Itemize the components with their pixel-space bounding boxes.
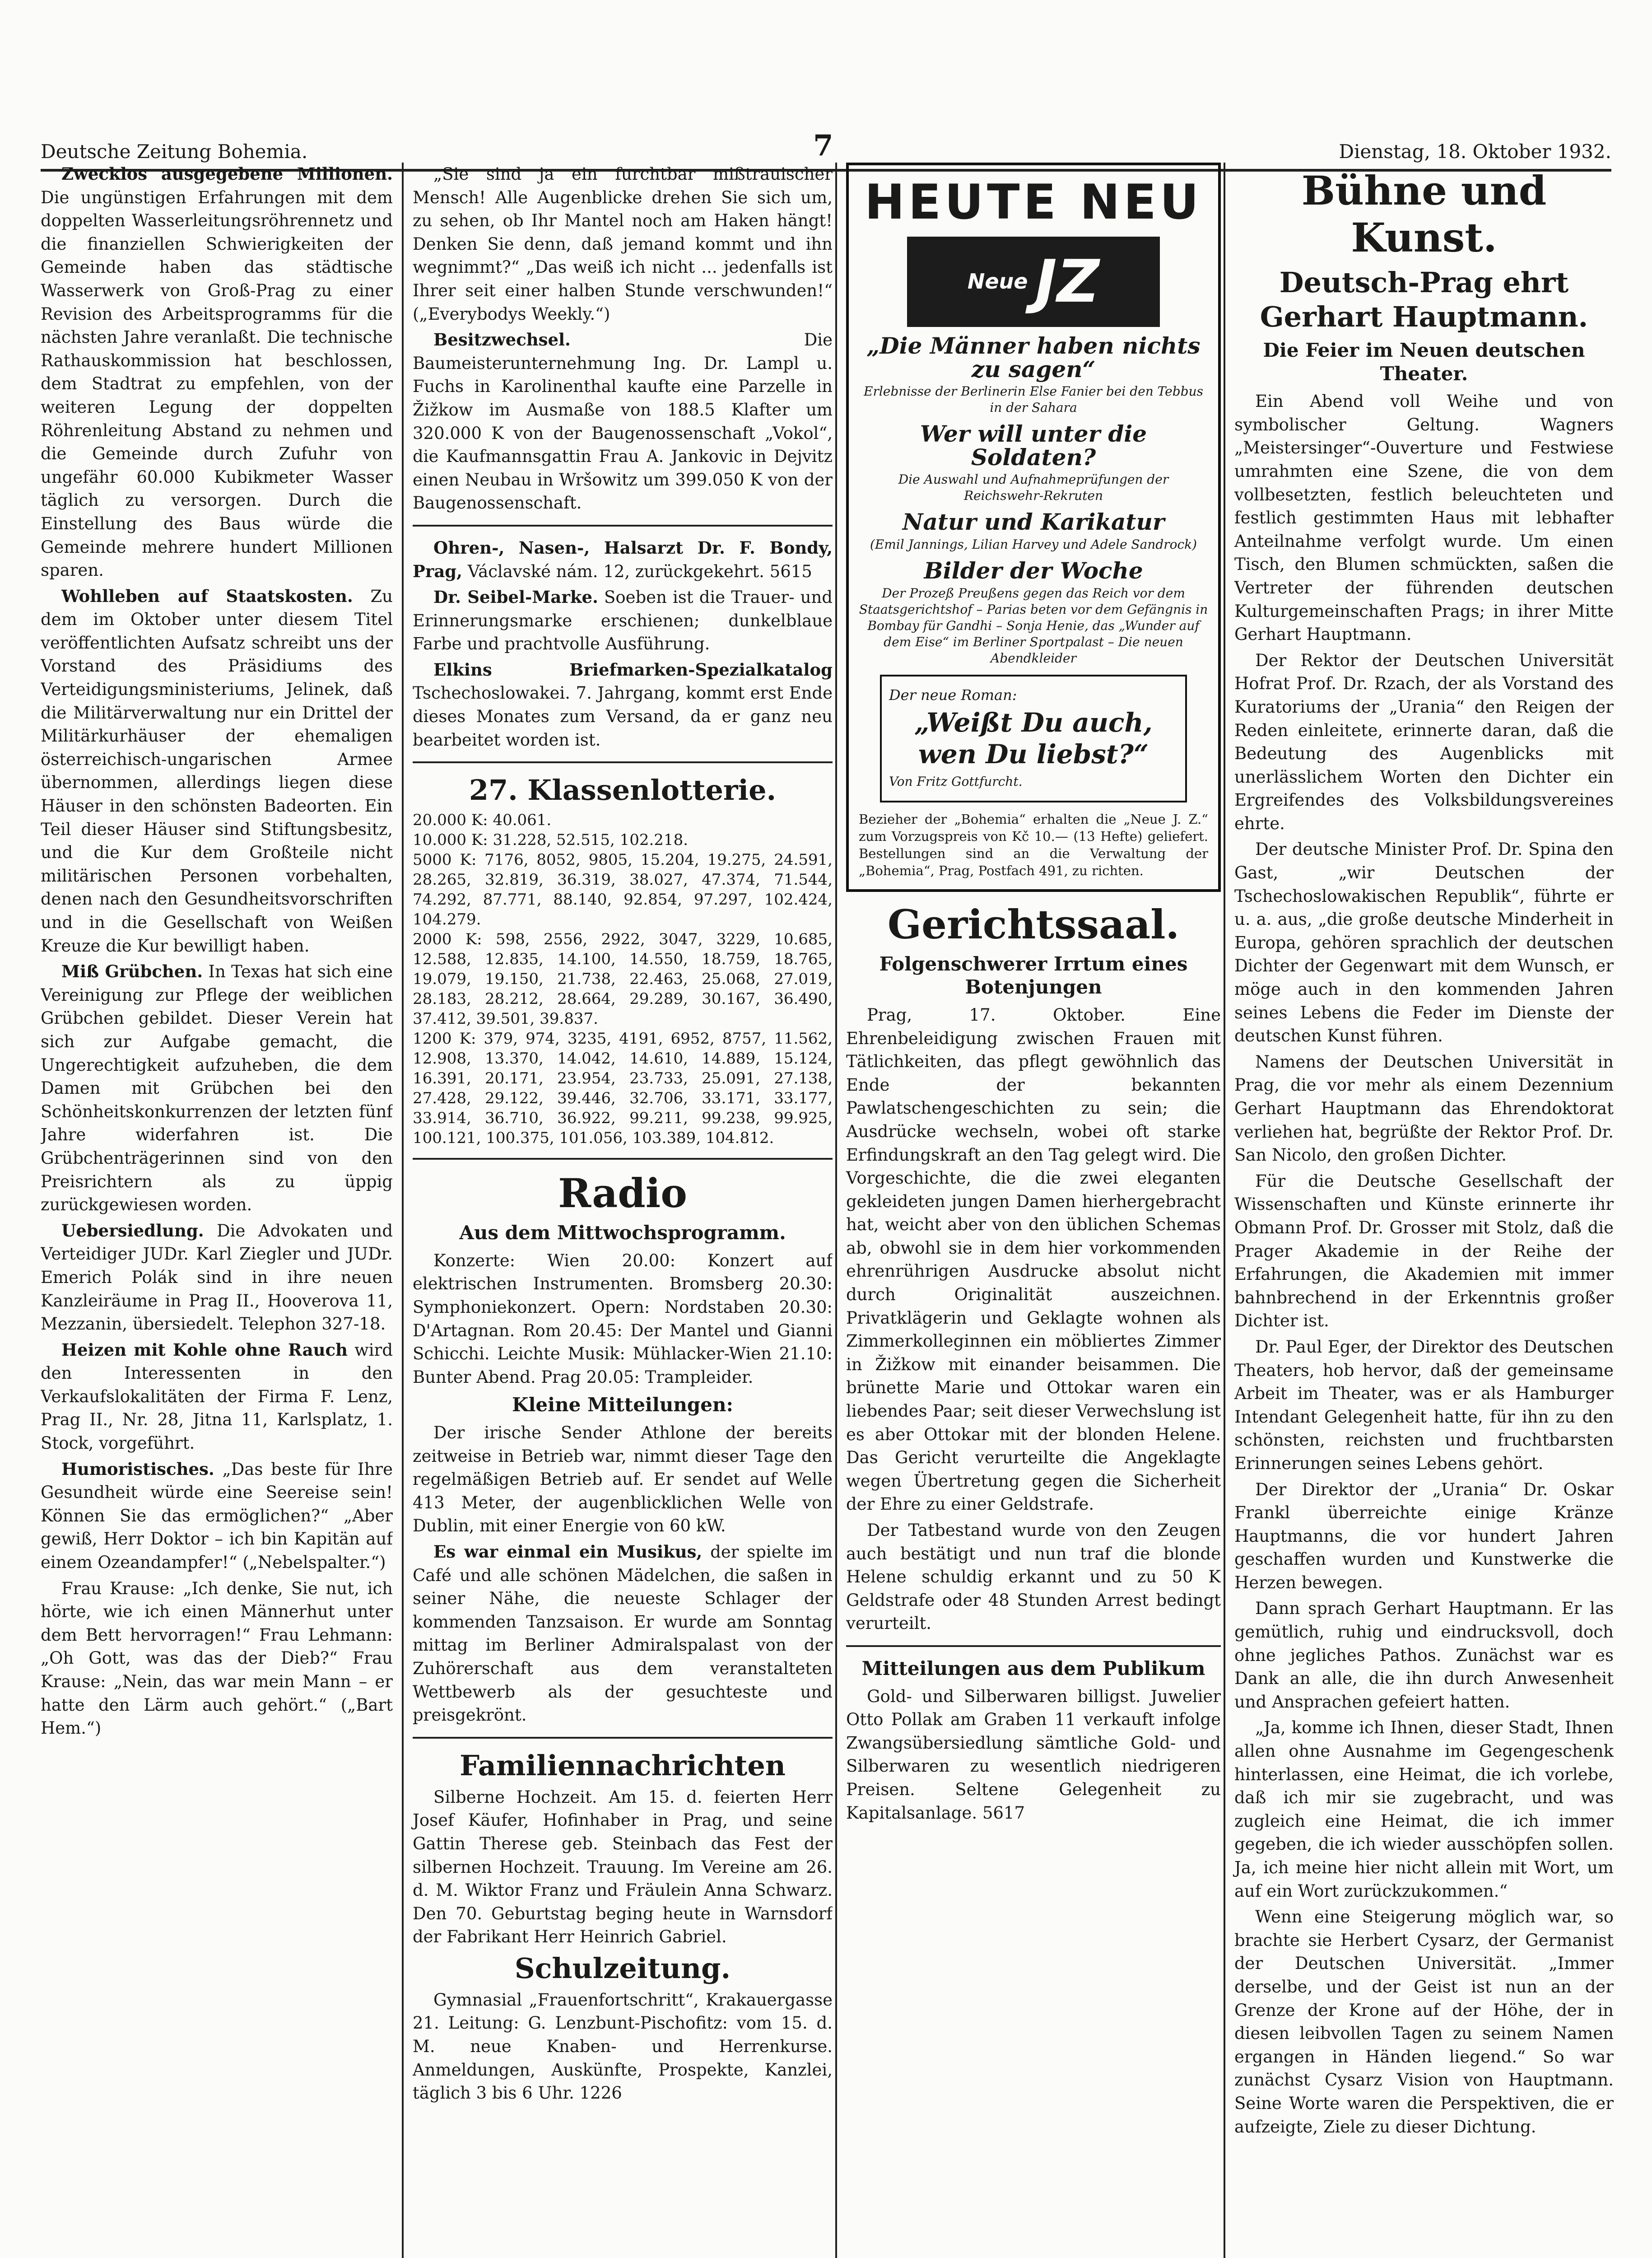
item-body: Tschechoslowakei. 7. Jahrgang, kommt erst Ende dieses Monates zum Versand, da er ganz neu bearbeitet worden ist.: [413, 683, 833, 750]
ad-subscription-note: Bezieher der „Bohemia“ erhalten die „Neue J. Z.“ zum Vorzugspreis von Kč 10.— (13 Hefte) geliefert. Bestellungen sind an die Verwaltung der „Bohemia“, Prag, Postfach 491, zu richten.: [859, 811, 1208, 878]
article-paragraph: Der Rektor der Deutschen Universität Hofrat Prof. Dr. Rzach, der als Vorstand des Kuratoriums der „Urania“ den Reigen der Reden einleitete, erinnerte daran, daß die Bedeutung des Augenblicks mit unerlässlichem Worten den Dichter ein Ergreifendes des Volksbildungsvereines ehrte.: [1234, 650, 1614, 833]
article-body: „Das beste für Ihre Gesundheit würde eine Seereise sein! Können Sie das ermöglichen?“ „Aber gewiß, Herr Doktor – ich bin Kapitän auf einem Ozeandampfer!“ („Nebelspalter.“): [41, 1459, 393, 1572]
article-zwecklos: [41, 163, 393, 582]
school-body: Gymnasial „Frauenfortschritt“, Krakauergasse 21. Leitung: G. Lenzbunt-Pischofitz: vom 15. d. M. neue Knaben- und Herrenkurse. Anmeldungen, Auskünfte, Prospekte, Kanzlei, täglich 3 bis 6 Uhr. 1226: [413, 1990, 833, 2103]
article-title: Uebersiedlung.: [61, 1220, 204, 1241]
item-title: Ohren-, Nasen-, Halsarzt Dr. F. Bondy, Prag,: [413, 537, 833, 581]
lottery-line: 20.000 K: 40.061.: [413, 811, 552, 830]
small-news-title: Kleine Mitteilungen:: [512, 1394, 734, 1416]
small-news-body: Der irische Sender Athlone der bereits zeitweise in Betrieb war, nimmt dieser Tage den regelmäßigen Betrieb auf. Er sendet auf Welle 413 Meter, der augenblicklichen Welle von Dublin, mit einer Energie von 60 kW.: [413, 1423, 833, 1536]
item-musikus: [413, 1540, 833, 1727]
hauptmann-subhead: Die Feier im Neuen deutschen Theater.: [1263, 339, 1585, 385]
ad-novel-box: [880, 675, 1187, 802]
lottery-title: 27. Klassenlotterie.: [469, 774, 777, 807]
article-joke: Frau Krause: „Ich denke, Sie nut, ich hörte, wie ich einen Männerhut unter dem Bett hervorragen!“ Frau Lehmann: „Oh Gott, was das der Dieb?“ Frau Krause: „Nein, das war mein Mann – er hatte den Lärm auch gehört.“ („Bart Hem.“): [41, 1578, 393, 1738]
item-besitzwechsel: [413, 328, 833, 515]
radio-program: Konzerte: Wien 20.00: Konzert auf elektrischen Instrumenten. Bromsberg 20.30: Symphoniekonzert. Opern: Nordstaben 20.30: D'Artagnan. Rom 20.45: Der Mantel und Gianni Schicchi. Leichte Musik: Mühlacker-Wien 21.10: Bunter Abend. Prag 20.05: Trampleider.: [413, 1250, 833, 1387]
article-title: Humoristisches.: [61, 1459, 214, 1479]
item-body: der spielte im Café und alle schönen Mädelchen, die saßen in seiner Nähe, die neueste Schlager der kommenden Tanzsaison. Er wurde am Sonntag mittag im Berliner Admiralspalast von der Zuhörerschaft aus dem veranstalteten Wettbewerb als der gesuchteste und preisgekrönt.: [413, 1542, 833, 1725]
item-title: Elkins Briefmarken-Spezialkatalog: [433, 659, 833, 680]
item-marke: [413, 586, 833, 656]
article-body: Zu dem im Oktober unter diesem Titel veröffentlichten Aufsatz schreibt uns der Vorstand des Präsidiums des Verteidigungsministeriums, Jelinek, daß die Militärverwaltung nur ein Drittel der Militärkurhäuser der ehemaligen österreichisch-ungarischen Armee übernommen, allerdings liegen diese Häuser in den schönsten Badeorten. Ein Teil dieser Häuser sind Stiftungsbesitz, und die Kur dem Großteile nicht militärischen Personen vorbehalten, denen nach den Gesundheitsvorschriften und in die Gesellschaft von Weißen Kreuze die Kur bewilligt haben.: [41, 586, 393, 956]
article-body: wird den Interessenten in den Verkaufslokalitäten der Firma F. Lenz, Prag II., Nr. 28, Jitna 11, Karlsplatz, 1. Stock, vorgeführt.: [41, 1340, 393, 1453]
article-paragraph: Der Direktor der „Urania“ Dr. Oskar Frankl überreichte einige Kränze Hauptmanns, die vor hundert Jahren geschaffen wurden und Kunstwerke die Herzen bewegen.: [1234, 1479, 1614, 1592]
article-humoristisches: [41, 1458, 393, 1574]
ad-feature: „Die Männer haben nichts zu sagen“: [866, 332, 1201, 383]
ad-logo-prefix: Neue: [967, 269, 1028, 294]
ad-feature: Wer will unter die Soldaten?: [920, 420, 1147, 471]
lottery-results: [413, 810, 833, 1148]
divider: [413, 1737, 833, 1739]
article-paragraph: Dr. Paul Eger, der Direktor des Deutschen Theaters, hob hervor, daß der gemeinsame Arbeit im Theater, was er als Hamburger Intendant Gelegenheit hatte, für ihn zu den schönsten, reichsten und fruchtbarsten Erinnerungen seines Lebens gehört.: [1234, 1337, 1614, 1473]
quote-paragraph: „Sie sind ja ein furchtbar mißtrauischer Mensch! Alle Augenblicke drehen Sie sich um, zu sehen, ob Ihr Mantel noch am Haken hängt! Denken Sie denn, daß jemand kommt und ihn wegnimmt?“ „Das weiß ich nicht ... jedenfalls ist Ihrer seit einer halben Stunde verschwunden!“ („Everybodys Weekly.“): [413, 164, 833, 324]
newspaper-name: Deutsche Zeitung Bohemia.: [41, 140, 308, 163]
ad-feature: Bilder der Woche: [924, 557, 1143, 584]
article-title: Wohlleben auf Staatskosten.: [61, 586, 353, 606]
issue-date: Dienstag, 18. Oktober 1932.: [1339, 140, 1611, 163]
item-body: Die Baumeisterunternehmung Ing. Dr. Lampl u. Fuchs in Karolinenthal kaufte eine Parzelle in Žižkow im Ausmaße von 188.5 Klafter um 320.000 K von der Baugenossenschaft „Vokol“, die Kaufmannsgattin Frau A. Jankovic in Dejvitz einen Neubau in Wršowitz um 399.050 K von der Baugenossenschaft.: [413, 330, 833, 513]
item-body: Soeben ist die Trauer- und Erinnerungsmarke erschienen; dunkelblaue Farbe und prachtvolle Ausführung.: [413, 588, 833, 654]
ad-feature-note: Die Auswahl und Aufnahmeprüfungen der Reichswehr-Rekruten: [898, 472, 1169, 504]
divider: [413, 761, 833, 763]
ad-feature-note: Erlebnisse der Berlinerin Else Fanier bei den Tebbus in der Sahara: [864, 384, 1203, 415]
article-title: Heizen mit Kohle ohne Rauch: [61, 1339, 348, 1360]
article-miss-gruebchen: [41, 960, 393, 1217]
article-paragraph: Dann sprach Gerhart Hauptmann. Er las gemütlich, ruhig und eindrucksvoll, doch ohne jegliches Pathos. Zunächst war es Dank an alle, die ihn durch Anwesenheit und Ansprachen gefeiert hatten.: [1234, 1599, 1614, 1712]
article-paragraph: Ein Abend voll Weihe und von symbolischer Geltung. Wagners „Meistersinger“-Ouverture und Festwiese umrahmten eine Szene, die von dem vollbesetzten, festlich beleuchteten und festlich gestimmten Haus mit lebhafter Anteilnahme verfolgt wurde. Um einen Tisch, den Blumen schmückten, saßen die Vertreter der führenden deutschen Kulturgemeinschaften Prags; in ihrer Mitte Gerhart Hauptmann.: [1234, 392, 1614, 644]
column-4: [1224, 163, 1614, 2258]
ad-logo-text: JZ: [1035, 247, 1100, 316]
ad-headline: HEUTE NEU: [864, 174, 1202, 230]
culture-section-title: Bühne und Kunst.: [1301, 167, 1547, 261]
hauptmann-headline: Deutsch-Prag ehrt Gerhart Hauptmann.: [1260, 266, 1588, 333]
divider: [413, 525, 833, 527]
radio-title: Radio: [558, 1170, 687, 1217]
item-katalog: [413, 658, 833, 751]
ad-feature-note: Der Prozeß Preußens gegen das Reich vor dem Staatsgerichtshof – Parias beten vor dem Gefängnis in Bombay für Gandhi – Sonja Henie, das „Wunder auf dem Eise“ im Berliner Sportpalast – Die neuen Abendkleider: [859, 585, 1208, 666]
public-body: Gold- und Silberwaren billigst. Juwelier Otto Pollak am Graben 11 verkauft infolge Zwangsübersiedlung sämtliche Gold- und Silberwaren zu wesentlich niedrigeren Preisen. Seltene Gelegenheit zu Kapitalsanlage. 5617: [846, 1686, 1221, 1823]
article-heizen: [41, 1339, 393, 1455]
lottery-line: 10.000 K: 31.228, 52.515, 102.218.: [413, 831, 689, 849]
divider: [846, 1645, 1221, 1647]
column-1: [41, 163, 393, 2258]
radio-subtitle: Aus dem Mittwochsprogramm.: [459, 1222, 786, 1244]
ad-feature: Natur und Karikatur: [902, 509, 1165, 536]
public-title: Mitteilungen aus dem Publikum: [861, 1657, 1205, 1680]
columns: [41, 163, 1614, 2258]
article-paragraph: Namens der Deutschen Universität in Prag, die vor mehr als einem Dezennium Gerhart Hauptmann das Ehrendoktorat verliehen hat, begrüßte der Rektor Prof. Dr. San Nicolo, den großen Dichter.: [1234, 1052, 1614, 1165]
article-paragraph: Für die Deutsche Gesellschaft der Wissenschaften und Künste erinnerte ihr Obmann Prof. Dr. Grosser mit Stolz, daß die Prager Akademie in der Reihe der Erfahrungen, die Akademien mit immer bahnbrechend in der Erkenntnis großer Dichter ist.: [1234, 1171, 1614, 1331]
ad-logo: [907, 237, 1160, 327]
divider: [413, 1158, 833, 1160]
ad-novel-label: Der neue Roman:: [889, 686, 1017, 704]
school-title: Schulzeitung.: [514, 1951, 731, 1985]
article-uebersiedlung: [41, 1219, 393, 1336]
article-paragraph: „Ja, komme ich Ihnen, dieser Stadt, Ihnen allen ohne Ausnahme im Gegengeschenk hinterlassen, eine Heimat, die ich vorlebe, daß ich mir sie zugebracht, und was zugleich eine Heimat, die ich immer gegeben, die ich wieder ausschöpfen sollen. Ja, ich meine hier nicht allein mit Wort, um auf ein Wort zurückzukommen.“: [1234, 1718, 1614, 1901]
ad-novel-author: Von Fritz Gottfurcht.: [889, 774, 1023, 789]
family-body: Silberne Hochzeit. Am 15. d. feierten Herr Josef Käufer, Hofinhaber in Prag, und seine Gattin Therese geb. Steinbach das Fest der silbernen Hochzeit. Trauung. Im Vereine am 26. d. M. Wiktor Franz und Fräulein Anna Schwarz. Den 70. Geburtstag beging heute in Warnsdorf der Fabrikant Herr Heinrich Gabriel.: [413, 1787, 833, 1947]
page-number: 7: [813, 129, 833, 163]
article-body: Die ungünstigen Erfahrungen mit dem doppelten Wasserleitungsröhrennetz und die finanziellen Schwierigkeiten der Gemeinde haben das städtische Wasserwerk von Groß-Prag zu einer Revision des Arbeitsprogramms für die nächsten Jahre veranlaßt. Die technische Rathauskommission hat beschlossen, dem Stadtrat zu empfehlen, von der weiteren Legung der doppelten Röhrenleitung Abstand zu nehmen und die Gemeinde durch Zufuhr von ungefähr 60.000 Kubikmeter Wasser täglich zu versorgen. Durch die Einstellung des Baus würde die Gemeinde mehrere hundert Millionen sparen.: [41, 187, 393, 580]
article-title: Miß Grübchen.: [61, 961, 203, 982]
article-body: In Texas hat sich eine Vereinigung zur Pflege der weiblichen Grübchen gebildet. Dieser Verein hat sich zur Aufgabe gemacht, die Ungerechtigkeit aufzuheben, die dem Damen mit Grübchen bei den Schönheitskonkurrenzen der letzten fünf Jahre widerfahren ist. Die Grübchenträgerinnen sind von den Preisrichtern als zu üppig zurückgewiesen worden.: [41, 962, 393, 1215]
article-paragraph: Wenn eine Steigerung möglich war, so brachte sie Herbert Cysarz, der Germanist der Deutschen Universität. „Immer derselbe, und der Geist ist nun an der Grenze der Krone auf der Höhe, der in diesen leibvollen Tagen zu seinem Namen ergangen in Händen liegend.“ So war zunächst Cysarz Vision von Hauptmann. Seine Worte waren die Perspektiven, die er aufzeigte, Ziele zu dieser Dichtung.: [1234, 1907, 1614, 2137]
court-section-title: Gerichtssaal.: [887, 900, 1180, 948]
court-body: Prag, 17. Oktober. Eine Ehrenbeleidigung zwischen Frauen mit Tätlichkeiten, das pflegt gewöhnlich das Ende der bekannten Pawlatschengeschichten zu sein; die Ausdrücke wechseln, wobei oft starke Erfindungskraft an den Tag gelegt wird. Die Vorgeschichte, die die zwei eleganten gekleideten jungen Damen hierhergebracht hat, weicht aber von den üblichen Schemas ab, obwohl sie in dem hier vorkommenden ehrenrührigen Ausdrucke absolut nicht durch Originalität auszeichnen. Privatklägerin und Geklagte wohnen als Zimmerkolleginnen ein möbliertes Zimmer in Žižkow mit einander beisammen. Die brünette Marie und Ottokar waren ein liebendes Paar; seit dieser Verwechslung ist es aber Ottokar mit der blonden Helene. Das Gericht verurteilte die Angeklagte wegen Übertretung gegen die Sicherheit der Ehre zu einer Geldstrafe.: [846, 1005, 1221, 1514]
item-title: Besitzwechsel.: [433, 330, 571, 350]
column-3: [835, 163, 1221, 2258]
item-title: Dr. Seibel-Marke.: [433, 587, 598, 607]
family-title: Familiennachrichten: [460, 1749, 786, 1782]
article-paragraph: Der deutsche Minister Prof. Dr. Spina den Gast, „wir Deutschen der Tschechoslowakischen Republik“, führte er u. a. aus, „die große deutsche Minderheit in Europa, gehören sprachlich der deutschen Dichter der Gegenwart mit dem Wunsch, er möge auch in den kommenden Jahren seines Lebens die Feder im Dienste der deutschen Kunst führen.: [1234, 840, 1614, 1046]
court-body-2: Der Tatbestand wurde von den Zeugen auch bestätigt und nun traf die blonde Helene schuldig erkannt und zu 50 K Geldstrafe oder 48 Stunden Arrest bedingt verurteilt.: [846, 1521, 1221, 1633]
article-title: Zwecklos ausgegebene Millionen.: [61, 164, 393, 184]
court-headline: Folgenschwerer Irrtum eines Botenjungen: [879, 952, 1188, 998]
advertisement-neue-jz: [846, 163, 1221, 892]
item-body: Václavské nám. 12, zurückgekehrt. 5615: [467, 561, 812, 581]
column-2: [402, 163, 833, 2258]
lottery-line: 5000 K: 7176, 8052, 9805, 15.204, 19.275, 24.591, 28.265, 32.819, 36.319, 38.027, 47.374, 71.544, 74.292, 87.771, 88.140, 92.854, 97.297, 102.424, 104.279.: [413, 851, 833, 929]
ad-novel-title: „Weißt Du auch, wen Du liebst?“: [914, 707, 1153, 770]
article-body: Die Advokaten und Verteidiger JUDr. Karl Ziegler und JUDr. Emerich Polák sind in ihre neuen Kanzleiräume in Prag II., Hooverova 11, Mezzanin, übersiedelt. Telephon 327-18.: [41, 1221, 393, 1334]
item-title: Es war einmal ein Musikus,: [433, 1541, 703, 1562]
item-arzt: [413, 537, 833, 583]
article-wohlleben: [41, 585, 393, 958]
lottery-line: 2000 K: 598, 2556, 2922, 3047, 3229, 10.685, 12.588, 12.835, 14.100, 14.550, 18.759, 18.765, 19.079, 19.150, 21.738, 22.463, 25.068, 27.019, 28.183, 28.212, 28.664, 29.289, 30.167, 36.490, 37.412, 39.501, 39.837.: [413, 930, 833, 1028]
ad-feature-note: (Emil Jannings, Lilian Harvey und Adele Sandrock): [870, 537, 1197, 552]
lottery-line: 1200 K: 379, 974, 3235, 4191, 6952, 8757, 11.562, 12.908, 13.370, 14.042, 14.610, 14.889, 15.124, 16.391, 20.171, 23.954, 23.733, 25.091, 27.138, 27.428, 29.122, 39.446, 32.706, 33.171, 33.177, 33.914, 36.710, 36.922, 99.211, 99.238, 99.925, 100.121, 100.375, 101.056, 103.389, 104.812.: [413, 1030, 833, 1148]
